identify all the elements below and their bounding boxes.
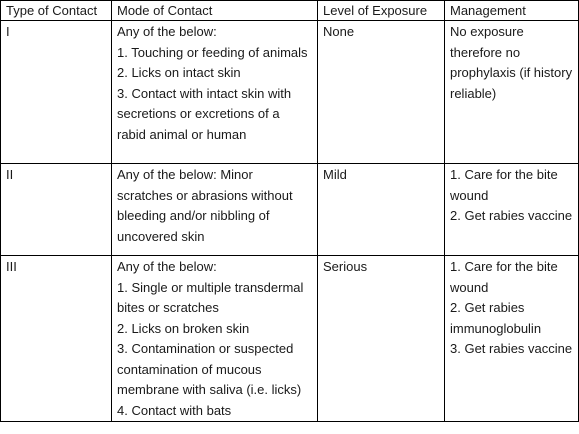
header-row: [1, 1, 579, 21]
mode-line: 1. Single or multiple transdermal bites or scratches: [117, 279, 304, 315]
mode-line: 3. Contamination or suspected contamination of mucous membrane with saliva (i.e. licks): [117, 341, 302, 397]
mode-line: Any of the below: Minor scratches or abrasions without bleeding and/or nibbling of uncovered skin: [117, 167, 293, 244]
exposure-level-cell: None: [318, 21, 445, 164]
management-cell: [445, 256, 579, 422]
management-line: 2. Get rabies vaccine: [450, 208, 573, 223]
table-row: [1, 256, 579, 422]
header-level-of-exposure: Level of Exposure: [318, 1, 445, 21]
management-line: 1. Care for the bite wound: [450, 259, 558, 295]
header-type-of-contact: Type of Contact: [1, 1, 112, 21]
mode-line: 4. Contact with bats: [117, 402, 232, 418]
exposure-level-cell: Mild: [318, 164, 445, 256]
management-line: No exposure therefore no prophylaxis (if history reliable): [450, 24, 573, 101]
management-line: 1. Care for the bite wound: [450, 167, 558, 203]
exposure-level-cell: Serious: [318, 256, 445, 422]
header-mode-of-contact: Mode of Contact: [112, 1, 318, 21]
header-management: Management: [445, 1, 579, 21]
management-cell: [445, 21, 579, 164]
management-line: 2. Get rabies immunoglobulin: [450, 300, 542, 336]
table-row: [1, 164, 579, 256]
management-line: 3. Get rabies vaccine: [450, 341, 573, 356]
mode-of-contact-cell: [112, 21, 318, 164]
table-row: [1, 21, 579, 164]
mode-line: Any of the below:: [117, 24, 217, 39]
mode-line: 3. Contact with intact skin with secretions or excretions of a rabid animal or human: [117, 85, 292, 142]
mode-line: 2. Licks on intact skin: [117, 65, 241, 80]
contact-type-cell: II: [1, 164, 112, 256]
mode-line: 2. Licks on broken skin: [117, 320, 250, 336]
mode-of-contact-cell: [112, 256, 318, 422]
management-cell: [445, 164, 579, 256]
mode-of-contact-cell: [112, 164, 318, 256]
contact-type-cell: I: [1, 21, 112, 164]
mode-line: 1. Touching or feeding of animals: [117, 44, 308, 60]
contact-type-cell: III: [1, 256, 112, 422]
mode-line: Any of the below:: [117, 259, 217, 274]
